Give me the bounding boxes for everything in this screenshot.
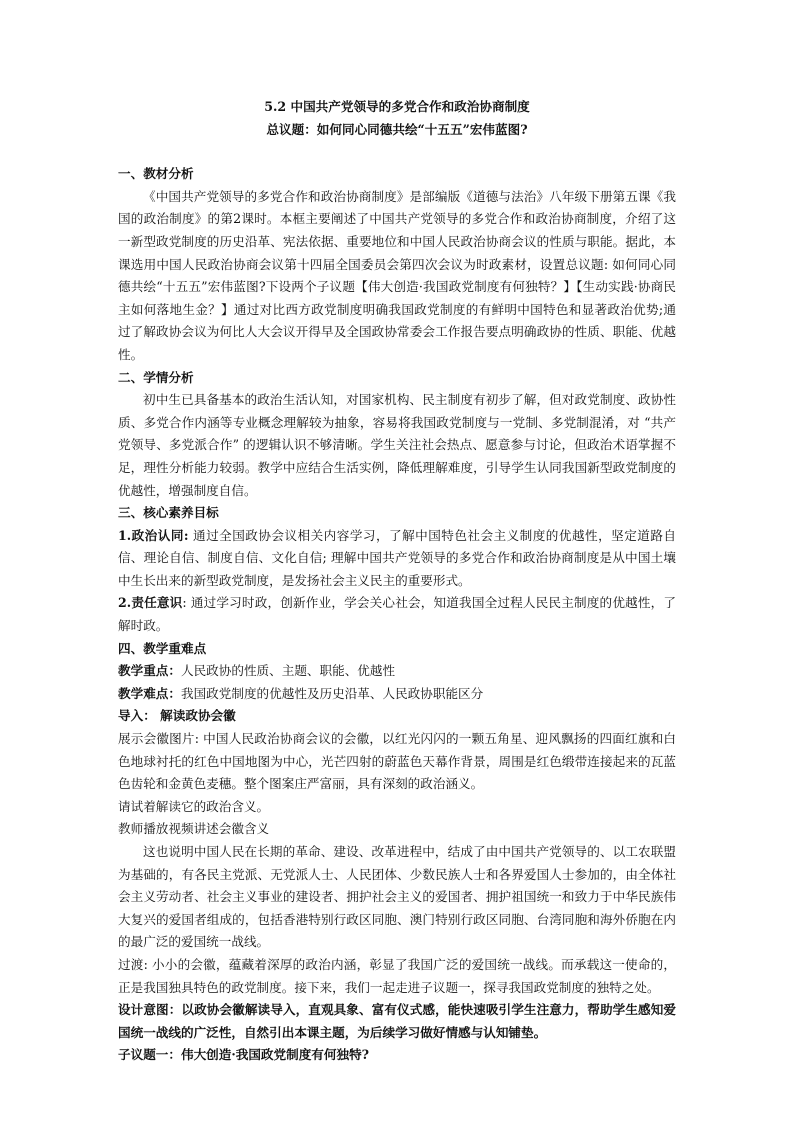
section-heading-core-goals: 三、核心素养目标 — [118, 505, 219, 521]
key-point-text: 人民政协的性质、主题、职能、优越性 — [180, 663, 396, 679]
document-page — [118, 96, 676, 1067]
intro-transition-paragraph: 过渡: 小小的会徽，蕴藏着深厚的政治内涵，彰显了我国广泛的爱国统一战线。而承载这一使命的，正是我国独具特色的政党制度。接下来，我们一起走进子议题一，探寻我国政党制度的独特之处。 — [118, 956, 676, 995]
intro-emblem-description: 展示会徽图片: 中国人民政治协商会议的会徽，以红光闪闪的一颗五角星、迎风飘扬的四面红旗和白色地球衬托的红色中国地图为中心，光芒四射的蔚蓝色天幕作背景，周围是红色缎带连接起来的瓦蓝色齿轮和金黄色麦穗。整个图案庄严富丽，具有深刻的政治涵义。 — [118, 731, 676, 792]
section-heading-student-analysis: 二、学情分析 — [118, 369, 194, 385]
document-title: 5.2 中国共产党领导的多党合作和政治协商制度 — [264, 99, 530, 114]
goal-political-identity-label: 1.政治认同: — [118, 527, 189, 543]
goal-responsibility-text: : 通过学习时政，创新作业，学会关心社会，知道我国全过程人民民主制度的优越性，了解时政。 — [118, 595, 676, 634]
difficulty-label: 教学难点： — [118, 685, 181, 701]
key-point-line — [118, 660, 676, 683]
sub-topic-one-heading: 子议题一：伟大创造·我国政党制度有何独特? — [118, 1047, 370, 1063]
goal-responsibility-label: 2.责任意识 — [118, 595, 183, 611]
goal-responsibility — [118, 592, 676, 637]
design-intent-paragraph: 设计意图：以政协会徽解读导入，直观具象、富有仪式感，能快速吸引学生注意力，帮助学生感知爱国统一战线的广泛性，自然引出本课主题，为后续学习做好情感与认知铺垫。 — [118, 1002, 676, 1040]
document-subtitle: 总议题：如何同心同德共绘“十五五”宏伟蓝图? — [266, 121, 528, 137]
difficulty-text: 我国政党制度的优越性及历史沿革、人民政协职能区分 — [180, 685, 484, 701]
section-heading-textbook-analysis: 一、教材分析 — [118, 166, 194, 182]
section-heading-key-points: 四、教学重难点 — [118, 640, 207, 656]
intro-question: 请试着解读它的政治含义。 — [118, 798, 270, 814]
goal-political-identity-text: 通过全国政协会议相关内容学习，了解中国特色社会主义制度的优越性，坚定道路自信、理论自信、制度自信、文化自信; 理解中国共产党领导的多党合作和政治协商制度是从中国土壤中生长出来的新型政党制度，是发扬社会主义民主的重要形式。 — [118, 527, 677, 588]
goal-political-identity — [118, 525, 676, 593]
intro-video-note: 教师播放视频讲述会徽含义 — [118, 821, 270, 837]
key-point-label: 教学重点： — [118, 663, 181, 679]
intro-heading: 导入： 解读政协会徽 — [118, 708, 236, 724]
difficulty-line — [118, 683, 676, 706]
intro-united-front-paragraph: 这也说明中国人民在长期的革命、建设、改革进程中，结成了由中国共产党领导的、以工农联盟为基础的，有各民主党派、无党派人士、人民团体、少数民族人士和各界爱国人士参加的，由全体社会主义劳动者、社会主义事业的建设者、拥护社会主义的爱国者、拥护祖国统一和致力于中华民族伟大复兴的爱国者组成的，包括香港特别行政区同胞、澳门特别行政区同胞、台湾同胞和海外侨胞在内的最广泛的爱国统一战线。 — [118, 844, 676, 950]
student-analysis-paragraph: 初中生已具备基本的政治生活认知，对国家机构、民主制度有初步了解，但对政党制度、政协性质、多党合作内涵等专业概念理解较为抽象，容易将我国政党制度与一党制、多党制混淆，对 “共产党领导、多党派合作” 的逻辑认识不够清晰。学生关注社会热点、愿意参与讨论，但政治术语掌握不足，理性分析能力较弱。教学中应结合生活实例，降低理解难度，引导学生认同我国新型政党制度的优越性，增强制度自信。 — [118, 392, 676, 498]
textbook-analysis-paragraph: 《中国共产党领导的多党合作和政治协商制度》是部编版《道德与法治》八年级下册第五课《我国的政治制度》的第2课时。本框主要阐述了中国共产党领导的多党合作和政治协商制度，介绍了这一新型政党制度的历史沿革、宪法依据、重要地位和中国人民政治协商会议的性质与职能。据此，本课选用中国人民政治协商会议第十四届全国委员会第四次会议为时政素材，设置总议题: 如何同心同德共绘“十五五”宏伟蓝图?下设两个子议题【伟大创造·我国政党制度有何独特？】【生动实践·协商民主如何落地生金？】通过对比西方政党制度明确我国政党制度的有鲜明中国特色和显著政治优势;通过了解政协会议为何比人大会议开得早及全国政协常委会工作报告要点明确政协的性质、职能、优越性。 — [118, 188, 676, 362]
